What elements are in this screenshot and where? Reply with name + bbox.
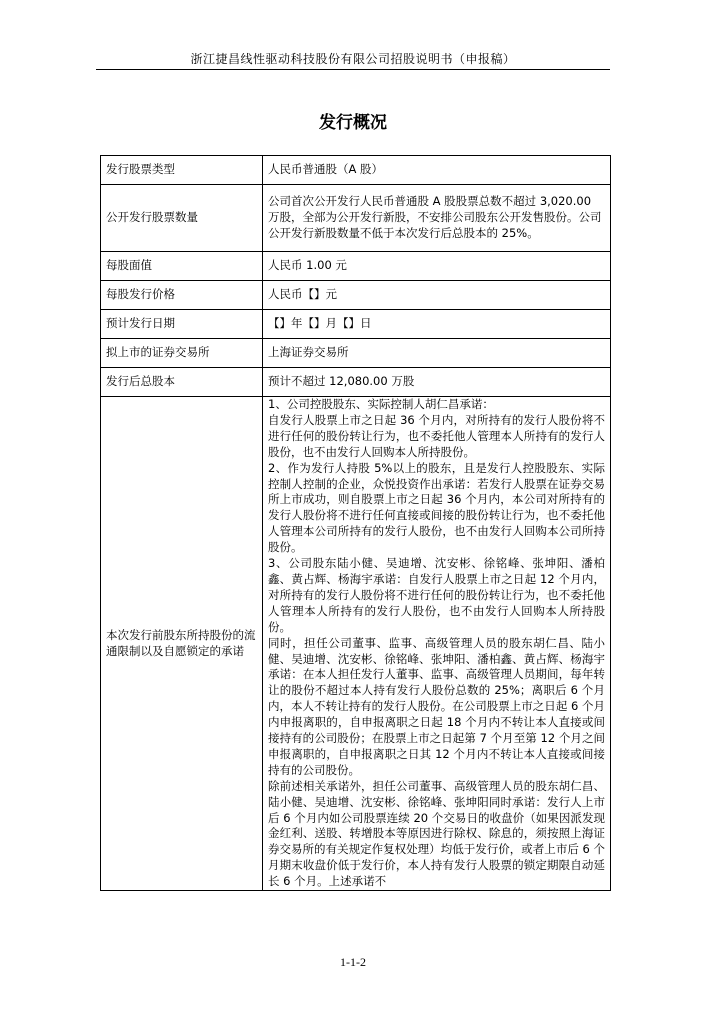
commitment-paragraph: 自发行人股票上市之日起 36 个月内，对所持有的发行人股份将不进行任何的股份转让行为，也不委托他人管理本人所持有的发行人股份，也不由发行人回购本人所持股份。 <box>268 412 605 459</box>
page-title: 发行概况 <box>319 113 387 133</box>
table-row <box>101 281 611 310</box>
table-row <box>101 310 611 339</box>
commitment-paragraph: 除前述相关承诺外，担任公司董事、高级管理人员的股东胡仁昌、陆小健、吴迪增、沈安彬、徐铭峰、张坤阳同时承诺：发行人上市后 6 个月内如公司股票连续 20 个交易日的收盘价（如果因派发现金红利、送股、转增股本等原因进行除权、除息的，须按照上海证券交易所的有关规定作复权处理）均低于发行价，或者上市后 6 个月期末收盘价低于发行价，本人持有发行人股票的锁定期限自动延长 6 个月。上述承诺不 <box>268 778 605 889</box>
commitment-label: 本次发行前股东所持股份的流通限制以及自愿锁定的承诺 <box>101 397 263 891</box>
row-label: 每股发行价格 <box>101 281 263 310</box>
header-divider <box>96 69 610 70</box>
row-value: 预计不超过 12,080.00 万股 <box>263 368 611 397</box>
commitment-paragraph: 同时，担任公司董事、监事、高级管理人员的股东胡仁昌、陆小健、吴迪增、沈安彬、徐铭峰、张坤阳、潘柏鑫、黄占辉、杨海宇承诺：在本人担任发行人董事、监事、高级管理人员期间，每年转让的股份不超过本人持有发行人股份总数的 25%；离职后 6 个月内，本人不转让持有的发行人股份。在公司股票上市之日起 6 个月内申报离职的，自申报离职之日起 18 个月内不转让本人直接或间接持有的公司股份；在股票上市之日起第 7 个月至第 12 个月之间申报离职的，自申报离职之日其 12 个月内不转让本人直接或间接持有的公司股份。 <box>268 635 605 777</box>
row-label: 发行股票类型 <box>101 156 263 185</box>
row-value: 人民币普通股（A 股） <box>263 156 611 185</box>
row-label: 公开发行股票数量 <box>101 185 263 252</box>
table-row <box>101 252 611 281</box>
table-row-commitment <box>101 397 611 891</box>
commitment-text <box>263 397 611 891</box>
row-value: 上海证券交易所 <box>263 339 611 368</box>
offering-overview-table <box>100 155 611 891</box>
commitment-paragraph: 2、作为发行人持股 5%以上的股东，且是发行人控股股东、实际控制人控制的企业，众悦投资作出承诺：若发行人股票在证券交易所上市成功，则自股票上市之日起 36 个月内，本公司对所持有的发行人股份将不进行任何直接或间接的股份转让行为，也不委托他人管理本公司所持有的发行人股份，也不由发行人回购本公司所持股份。 <box>268 460 605 555</box>
row-label: 发行后总股本 <box>101 368 263 397</box>
table-row <box>101 156 611 185</box>
row-label: 预计发行日期 <box>101 310 263 339</box>
document-header: 浙江捷昌线性驱动科技股份有限公司招股说明书（申报稿） <box>190 52 516 66</box>
page-number: 1-1-2 <box>340 955 366 969</box>
commitment-paragraph: 1、公司控股股东、实际控制人胡仁昌承诺： <box>268 397 494 411</box>
commitment-paragraph: 3、公司股东陆小健、吴迪增、沈安彬、徐铭峰、张坤阳、潘柏鑫、黄占辉、杨海宇承诺：自发行人股票上市之日起 12 个月内，对所持有的发行人股份将不进行任何的股份转让行为，也不委托他人管理本人所持有的发行人股份，也不由发行人回购本人所持股份。 <box>268 556 605 634</box>
table-row <box>101 368 611 397</box>
row-label: 拟上市的证券交易所 <box>101 339 263 368</box>
table-row <box>101 339 611 368</box>
row-label: 每股面值 <box>101 252 263 281</box>
row-value: 公司首次公开发行人民币普通股 A 股股票总数不超过 3,020.00 万股，全部为公开发行新股，不安排公司股东公开发售股份。公司公开发行新股数量不低于本次发行后总股本的 25%。 <box>263 185 611 252</box>
row-value: 人民币【】元 <box>263 281 611 310</box>
table-row <box>101 185 611 252</box>
row-value: 【】年【】月【】日 <box>263 310 611 339</box>
row-value: 人民币 1.00 元 <box>263 252 611 281</box>
